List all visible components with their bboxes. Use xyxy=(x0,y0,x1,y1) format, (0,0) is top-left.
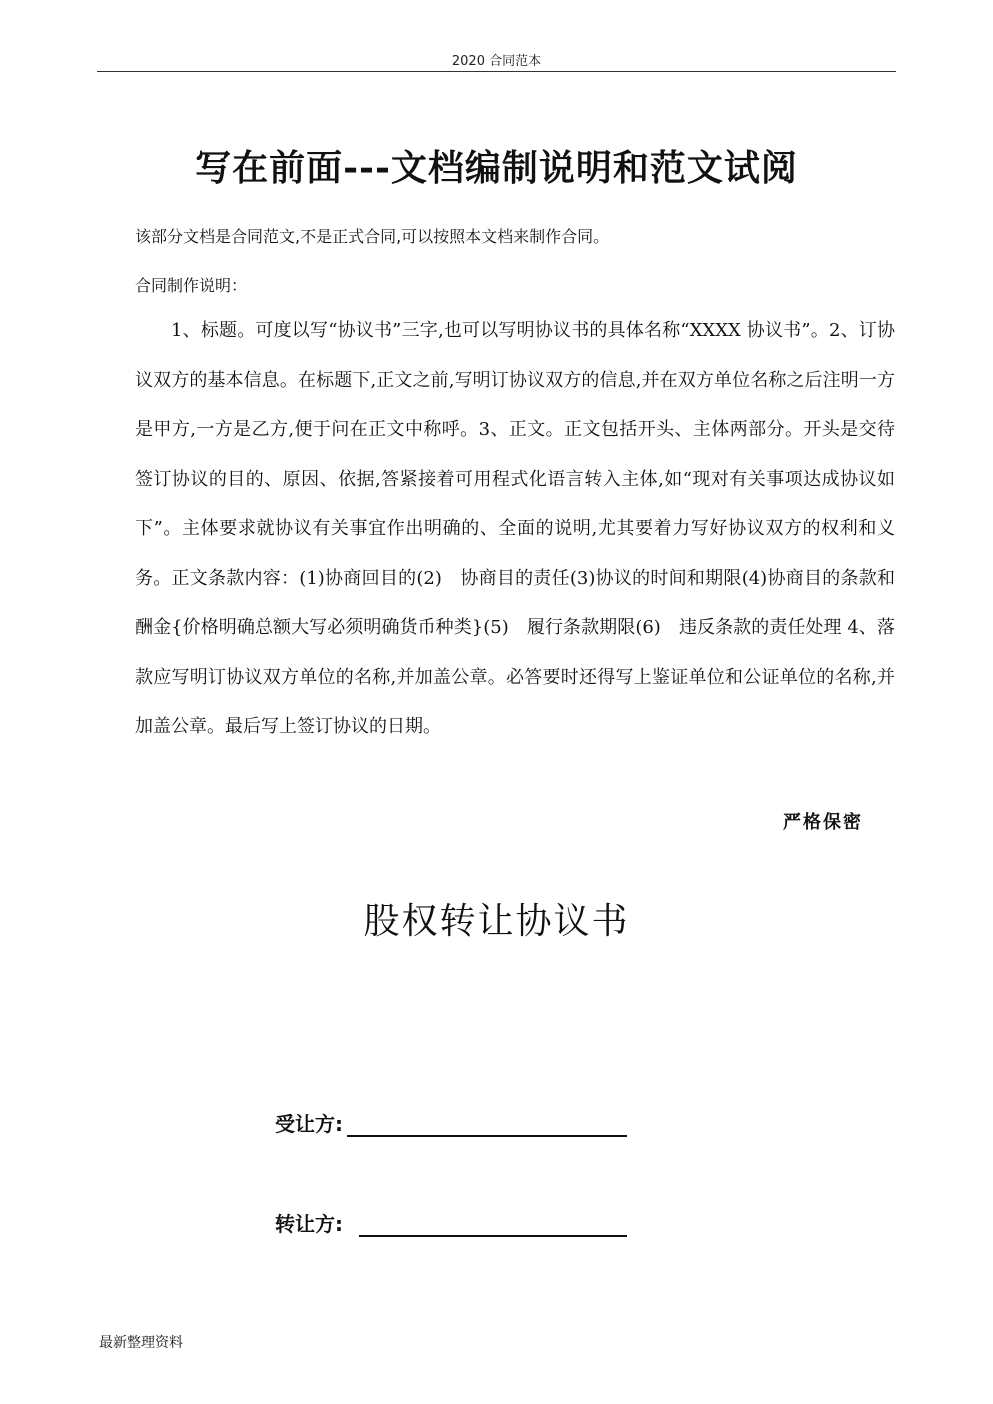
page-title: 写在前面---文档编制说明和范文试阅 xyxy=(195,147,798,189)
intro-note: 该部分文档是合同范文,不是正式合同,可以按照本文档来制作合同。 xyxy=(135,227,610,246)
confidential-mark: 严格保密 xyxy=(783,812,863,833)
page-header: 2020 合同范本 xyxy=(451,54,542,69)
transferee-field xyxy=(275,1108,627,1137)
header-divider xyxy=(97,71,896,72)
page-footer: 最新整理资料 xyxy=(99,1335,183,1351)
transferee-blank-line xyxy=(347,1113,627,1137)
transferor-label: 转让方: xyxy=(275,1212,343,1236)
transferor-field xyxy=(275,1208,627,1237)
transferor-blank-line xyxy=(359,1213,627,1237)
agreement-title: 股权转让协议书 xyxy=(363,901,630,942)
transferee-label: 受让方: xyxy=(275,1112,343,1136)
instructions-body: 1、标题。可度以写“协议书”三字,也可以写明协议书的具体名称“XXXX 协议书”。2、订协议双方的基本信息。在标题下,正文之前,写明订协议双方的信息,并在双方单位名称之后注明一方是甲方,一方是乙方,便于问在正文中称呼。3、正文。正文包括开头、主体两部分。开头是交待签订协议的目的、原因、依据,答紧接着可用程式化语言转入主体,如“现对有关事项达成协议如下”。主体要求就协议有关事宜作出明确的、全面的说明,尤其要着力写好协议双方的权利和义务。正文条款内容：(1)协商回目的(2) 协商目的责任(3)协议的时间和期限(4)协商目的条款和酬金{价格明确总额大写必须明确货币种类}(5) 履行条款期限(6) 违反条款的责任处理 4、落款应写明订协议双方单位的名称,并加盖公章。必答要时还得写上鉴证单位和公证单位的名称,并加盖公章。最后写上签订协议的日期。 xyxy=(135,320,895,737)
instructions-label: 合同制作说明： xyxy=(135,276,248,295)
